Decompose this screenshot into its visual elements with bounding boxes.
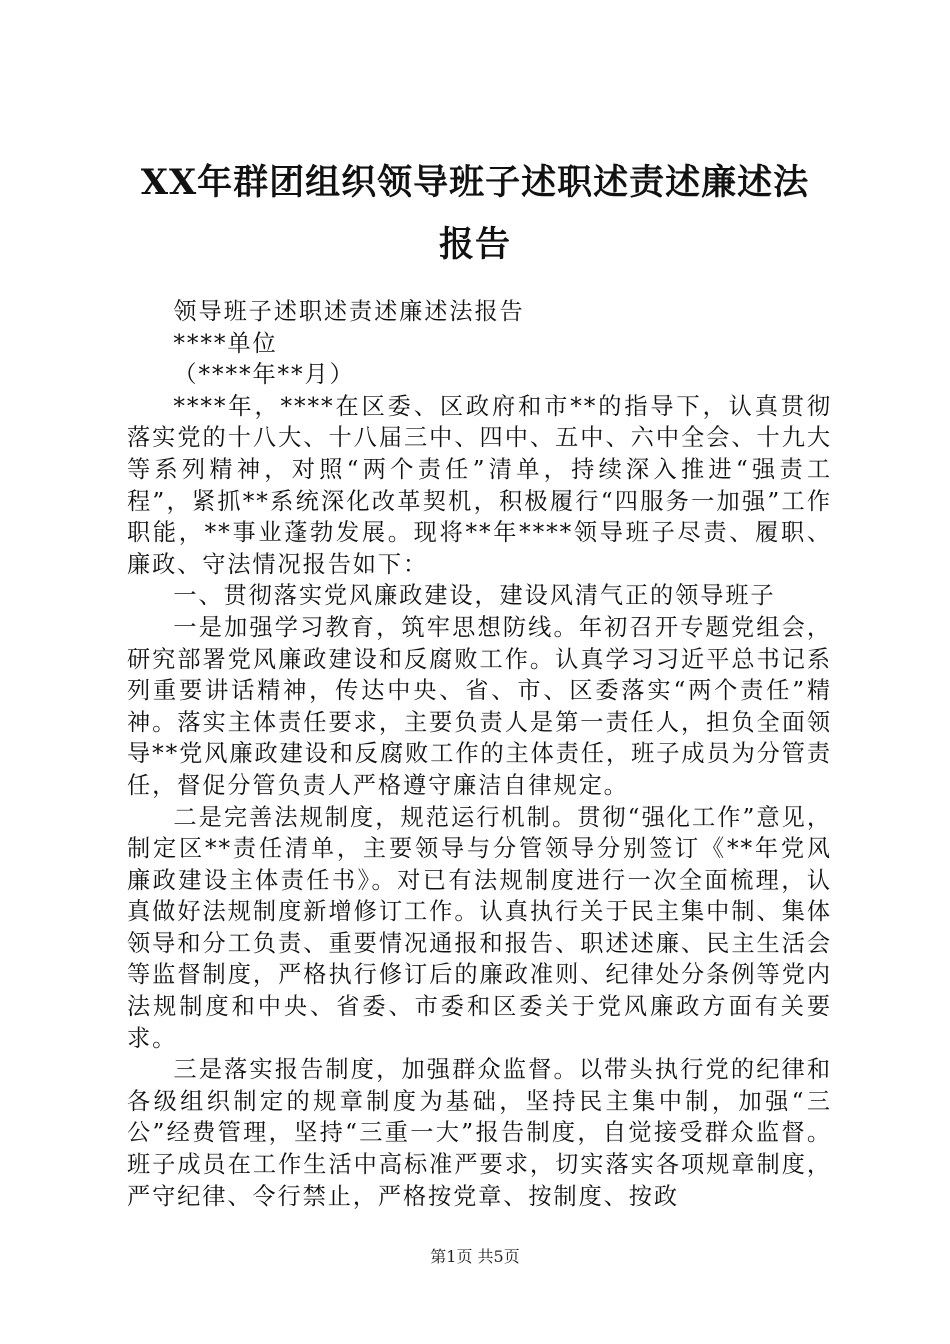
body-paragraph: 三是落实报告制度，加强群众监督。以带头执行党的纪律和各级组织制定的规章制度为基础，坚持民主集中制，加强“三公”经费管理，坚持“三重一大”报告制度，自觉接受群众监督。班子成员在工作生活中高标准严要求，切实落实各项规章制度，严守纪律、令行禁止，严格按党章、按制度、按政	[127, 1056, 832, 1210]
page-footer: 第1页 共5页	[430, 1247, 520, 1266]
document-body	[127, 296, 832, 1212]
body-paragraph: 二是完善法规制度，规范运行机制。贯彻“强化工作”意见，制定区**责任清单，主要领导与分管领导分别签订《**年党风廉政建设主体责任书》。对已有法规制度进行一次全面梳理，认真做好法规制度新增修订工作。认真执行关于民主集中制、集体领导和分工负责、重要情况通报和报告、职述述廉、民主生活会等监督制度，严格执行修订后的廉政准则、纪律处分条例等党内法规制度和中央、省委、市委和区委关于党风廉政方面有关要求。	[127, 803, 832, 1052]
report-unit: ****单位	[173, 329, 278, 357]
report-subtitle: 领导班子述职述责述廉述法报告	[173, 298, 525, 325]
intro-paragraph: ****年，****在区委、区政府和市**的指导下，认真贯彻落实党的十八大、十八届三中、四中、五中、六中全会、十九大等系列精神，对照“两个责任”清单，持续深入推进“强责工程”，紧抓**系统深化改革契机，积极履行“四服务一加强”工作职能，**事业蓬勃发展。现将**年****领导班子尽责、履职、廉政、守法情况报告如下：	[127, 392, 832, 578]
body-paragraph: 一是加强学习教育，筑牢思想防线。年初召开专题党组会，研究部署党风廉政建设和反腐败工作。认真学习习近平总书记系列重要讲话精神，传达中央、省、市、区委落实“两个责任”精神。落实主体责任要求，主要负责人是第一责任人，担负全面领导**党风廉政建设和反腐败工作的主体责任，班子成员为分管责任，督促分管负责人严格遵守廉洁自律规定。	[127, 613, 832, 799]
report-date: （****年**月）	[173, 361, 355, 389]
section-heading-1: 一、贯彻落实党风廉政建设，建设风清气正的领导班子	[173, 582, 776, 610]
document-title: XX年群团组织领导班子述职述责述廉述法报告	[140, 162, 810, 265]
